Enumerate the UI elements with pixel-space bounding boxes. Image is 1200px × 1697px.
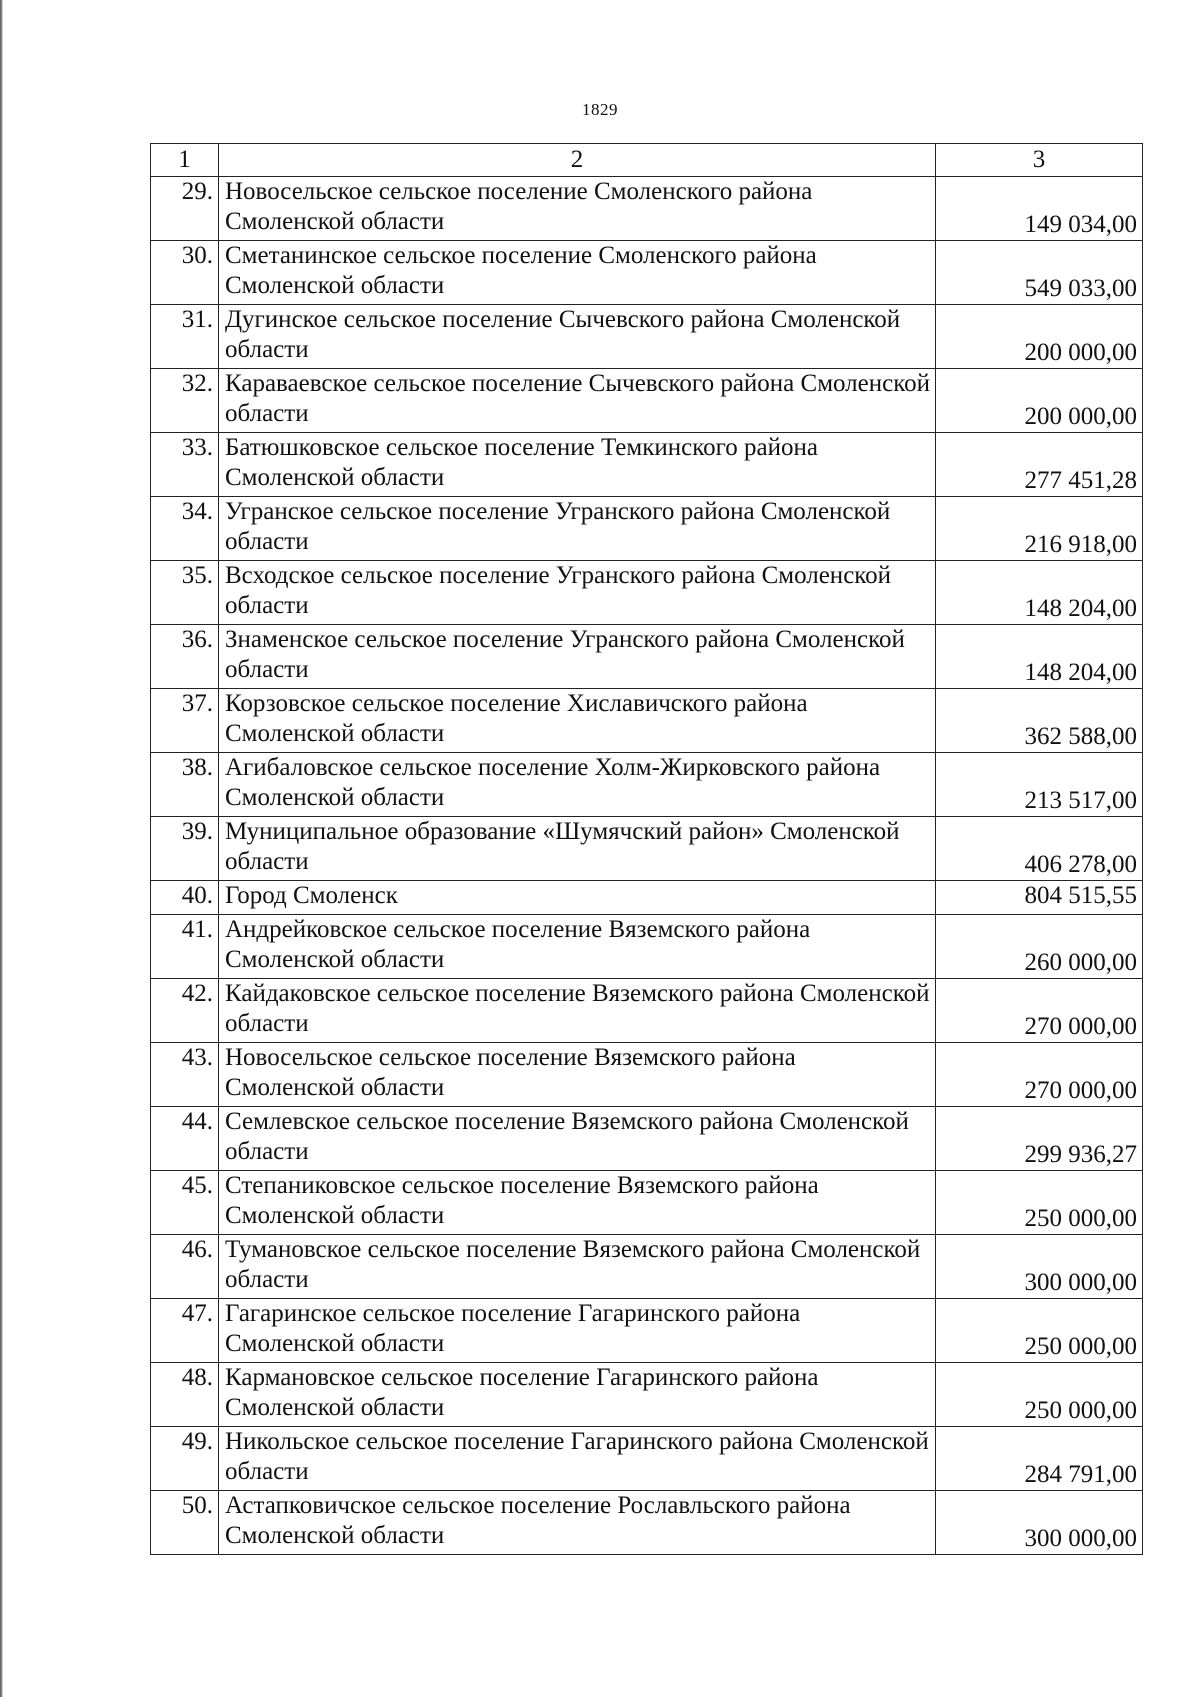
table-row [151, 177, 1143, 241]
amount-value: 270 000,00 [936, 979, 1143, 1043]
table-row [151, 689, 1143, 753]
table-row [151, 369, 1143, 433]
municipality-name: Караваевское сельское поселение Сычевского района Смоленской области [219, 369, 936, 433]
row-number: 41. [151, 915, 219, 979]
municipality-name: Семлевское сельское поселение Вяземского района Смоленской области [219, 1107, 936, 1171]
column-header-3: 3 [936, 144, 1143, 177]
amount-value: 362 588,00 [936, 689, 1143, 753]
table-row [151, 1107, 1143, 1171]
row-number: 48. [151, 1363, 219, 1427]
row-number: 31. [151, 305, 219, 369]
municipality-name: Степаниковское сельское поселение Вяземского района Смоленской области [219, 1171, 936, 1235]
table-row [151, 1299, 1143, 1363]
table-row [151, 433, 1143, 497]
table-row [151, 979, 1143, 1043]
municipality-name: Новосельское сельское поселение Смоленского района Смоленской области [219, 177, 936, 241]
amount-value: 149 034,00 [936, 177, 1143, 241]
table-row [151, 817, 1143, 881]
row-number: 32. [151, 369, 219, 433]
table-row [151, 1491, 1143, 1555]
amount-value: 300 000,00 [936, 1491, 1143, 1555]
municipality-name: Корзовское сельское поселение Хиславичского района Смоленской области [219, 689, 936, 753]
row-number: 39. [151, 817, 219, 881]
municipality-name: Кайдаковское сельское поселение Вяземского района Смоленской области [219, 979, 936, 1043]
municipality-name: Агибаловское сельское поселение Холм-Жирковского района Смоленской области [219, 753, 936, 817]
municipality-name: Новосельское сельское поселение Вяземского района Смоленской области [219, 1043, 936, 1107]
amount-value: 200 000,00 [936, 369, 1143, 433]
row-number: 34. [151, 497, 219, 561]
row-number: 44. [151, 1107, 219, 1171]
municipality-name: Сметанинское сельское поселение Смоленского района Смоленской области [219, 241, 936, 305]
amount-value: 200 000,00 [936, 305, 1143, 369]
amount-value: 148 204,00 [936, 625, 1143, 689]
municipality-name: Гагаринское сельское поселение Гагаринского района Смоленской области [219, 1299, 936, 1363]
amount-value: 260 000,00 [936, 915, 1143, 979]
municipality-name: Батюшковское сельское поселение Темкинского района Смоленской области [219, 433, 936, 497]
municipality-name: Всходское сельское поселение Угранского района Смоленской области [219, 561, 936, 625]
scan-edge [0, 0, 3, 1697]
table-row [151, 625, 1143, 689]
table-row [151, 753, 1143, 817]
amount-value: 148 204,00 [936, 561, 1143, 625]
allocation-table [150, 143, 1143, 1555]
row-number: 29. [151, 177, 219, 241]
row-number: 38. [151, 753, 219, 817]
amount-value: 216 918,00 [936, 497, 1143, 561]
table-row [151, 1427, 1143, 1491]
row-number: 47. [151, 1299, 219, 1363]
municipality-name: Дугинское сельское поселение Сычевского района Смоленской области [219, 305, 936, 369]
municipality-name: Никольское сельское поселение Гагаринского района Смоленской области [219, 1427, 936, 1491]
amount-value: 549 033,00 [936, 241, 1143, 305]
table-row [151, 915, 1143, 979]
amount-value: 300 000,00 [936, 1235, 1143, 1299]
table-row [151, 561, 1143, 625]
table-row [151, 1171, 1143, 1235]
amount-value: 250 000,00 [936, 1363, 1143, 1427]
table-row [151, 305, 1143, 369]
row-number: 35. [151, 561, 219, 625]
row-number: 46. [151, 1235, 219, 1299]
table-row [151, 1235, 1143, 1299]
row-number: 37. [151, 689, 219, 753]
table-row [151, 1043, 1143, 1107]
municipality-name: Знаменское сельское поселение Угранского района Смоленской области [219, 625, 936, 689]
municipality-name: Кармановское сельское поселение Гагаринского района Смоленской области [219, 1363, 936, 1427]
column-header-1: 1 [151, 144, 219, 177]
row-number: 30. [151, 241, 219, 305]
amount-value: 250 000,00 [936, 1171, 1143, 1235]
amount-value: 284 791,00 [936, 1427, 1143, 1491]
table-row [151, 881, 1143, 915]
table-body [151, 144, 1143, 1555]
amount-value: 277 451,28 [936, 433, 1143, 497]
amount-value: 250 000,00 [936, 1299, 1143, 1363]
row-number: 36. [151, 625, 219, 689]
amount-value: 270 000,00 [936, 1043, 1143, 1107]
amount-value: 299 936,27 [936, 1107, 1143, 1171]
row-number: 49. [151, 1427, 219, 1491]
municipality-name: Андрейковское сельское поселение Вяземского района Смоленской области [219, 915, 936, 979]
table-row [151, 241, 1143, 305]
table-header-row [151, 144, 1143, 177]
page-number: 1829 [582, 100, 618, 119]
table-row [151, 497, 1143, 561]
amount-value: 213 517,00 [936, 753, 1143, 817]
row-number: 40. [151, 881, 219, 915]
row-number: 43. [151, 1043, 219, 1107]
amount-value: 406 278,00 [936, 817, 1143, 881]
row-number: 42. [151, 979, 219, 1043]
municipality-name: Угранское сельское поселение Угранского района Смоленской области [219, 497, 936, 561]
municipality-name: Город Смоленск [219, 881, 936, 915]
row-number: 50. [151, 1491, 219, 1555]
row-number: 33. [151, 433, 219, 497]
amount-value: 804 515,55 [936, 881, 1143, 915]
municipality-name: Тумановское сельское поселение Вяземского района Смоленской области [219, 1235, 936, 1299]
municipality-name: Астапковичское сельское поселение Рославльского района Смоленской области [219, 1491, 936, 1555]
municipality-name: Муниципальное образование «Шумячский район» Смоленской области [219, 817, 936, 881]
table-row [151, 1363, 1143, 1427]
column-header-2: 2 [219, 144, 936, 177]
row-number: 45. [151, 1171, 219, 1235]
